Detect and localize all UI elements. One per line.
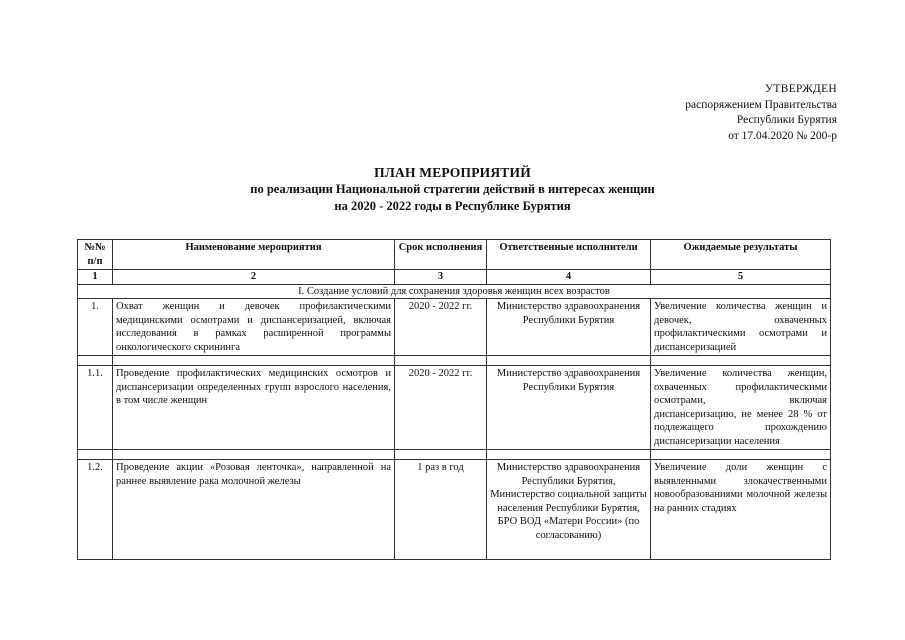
table-row-spacer [78,450,831,460]
table-row [78,460,831,560]
row-num: 1.1. [78,366,113,450]
row-result: Увеличение количества женщин и девочек, охваченных профилактическими осмотрами и диспансеризацией [651,299,831,356]
column-number: 2 [113,270,395,285]
header-num: №№ п/п [78,240,113,270]
title-line-3: на 2020 - 2022 годы в Республике Бурятия [334,199,571,213]
row-exec: Министерство здравоохранения Республики Бурятия, Министерство социальной защиты населения Республики Бурятия, БРО ВОД «Матери России» (по согласованию) [487,460,651,560]
document-title [0,164,905,215]
row-result: Увеличение количества женщин, охваченных профилактическими осмотрами, включая диспансеризацию, не менее 28 % от подлежащего прохождению диспансеризации населения [651,366,831,450]
approval-line-3: от 17.04.2020 № 200-р [728,129,837,142]
column-numbers-row [78,270,831,285]
row-term: 2020 - 2022 гг. [395,299,487,356]
row-term: 2020 - 2022 гг. [395,366,487,450]
header-result: Ожидаемые результаты [651,240,831,270]
column-number: 1 [78,270,113,285]
row-exec: Министерство здравоохранения Республики Бурятия [487,299,651,356]
column-number: 5 [651,270,831,285]
header-name: Наименование мероприятия [113,240,395,270]
row-num: 1. [78,299,113,356]
header-term: Срок исполнения [395,240,487,270]
title-line-2: по реализации Национальной стратегии действий в интересах женщин [250,182,655,196]
table-header-row [78,240,831,270]
approval-line-2: Республики Бурятия [736,114,837,126]
approval-heading: УТВЕРЖДЕН [764,83,837,95]
action-plan-table [77,239,831,560]
row-name: Проведение профилактических медицинских осмотров и диспансеризации определенных групп взрослого населения, в том числе женщин [113,366,395,450]
row-name: Проведение акции «Розовая ленточка», направленной на раннее выявление рака молочной железы [113,460,395,560]
approval-line-1: распоряжением Правительства [685,98,837,111]
table-row-spacer [78,356,831,366]
title-line-1: ПЛАН МЕРОПРИЯТИЙ [374,165,531,180]
row-result: Увеличение доли женщин с выявленными злокачественными новообразованиями молочной железы на ранних стадиях [651,460,831,560]
column-number: 3 [395,270,487,285]
table-row [78,299,831,356]
table-row [78,366,831,450]
approval-stamp [685,82,837,144]
row-name: Охват женщин и девочек профилактическими медицинскими осмотрами и диспансеризацией, включая исследования в рамках расширенной программы онкологического скрининга [113,299,395,356]
header-exec: Ответственные исполнители [487,240,651,270]
section-title: I. Создание условий для сохранения здоровья женщин всех возрастов [78,284,831,299]
row-num: 1.2. [78,460,113,560]
row-exec: Министерство здравоохранения Республики Бурятия [487,366,651,450]
row-term: 1 раз в год [395,460,487,560]
column-number: 4 [487,270,651,285]
section-row [78,284,831,299]
